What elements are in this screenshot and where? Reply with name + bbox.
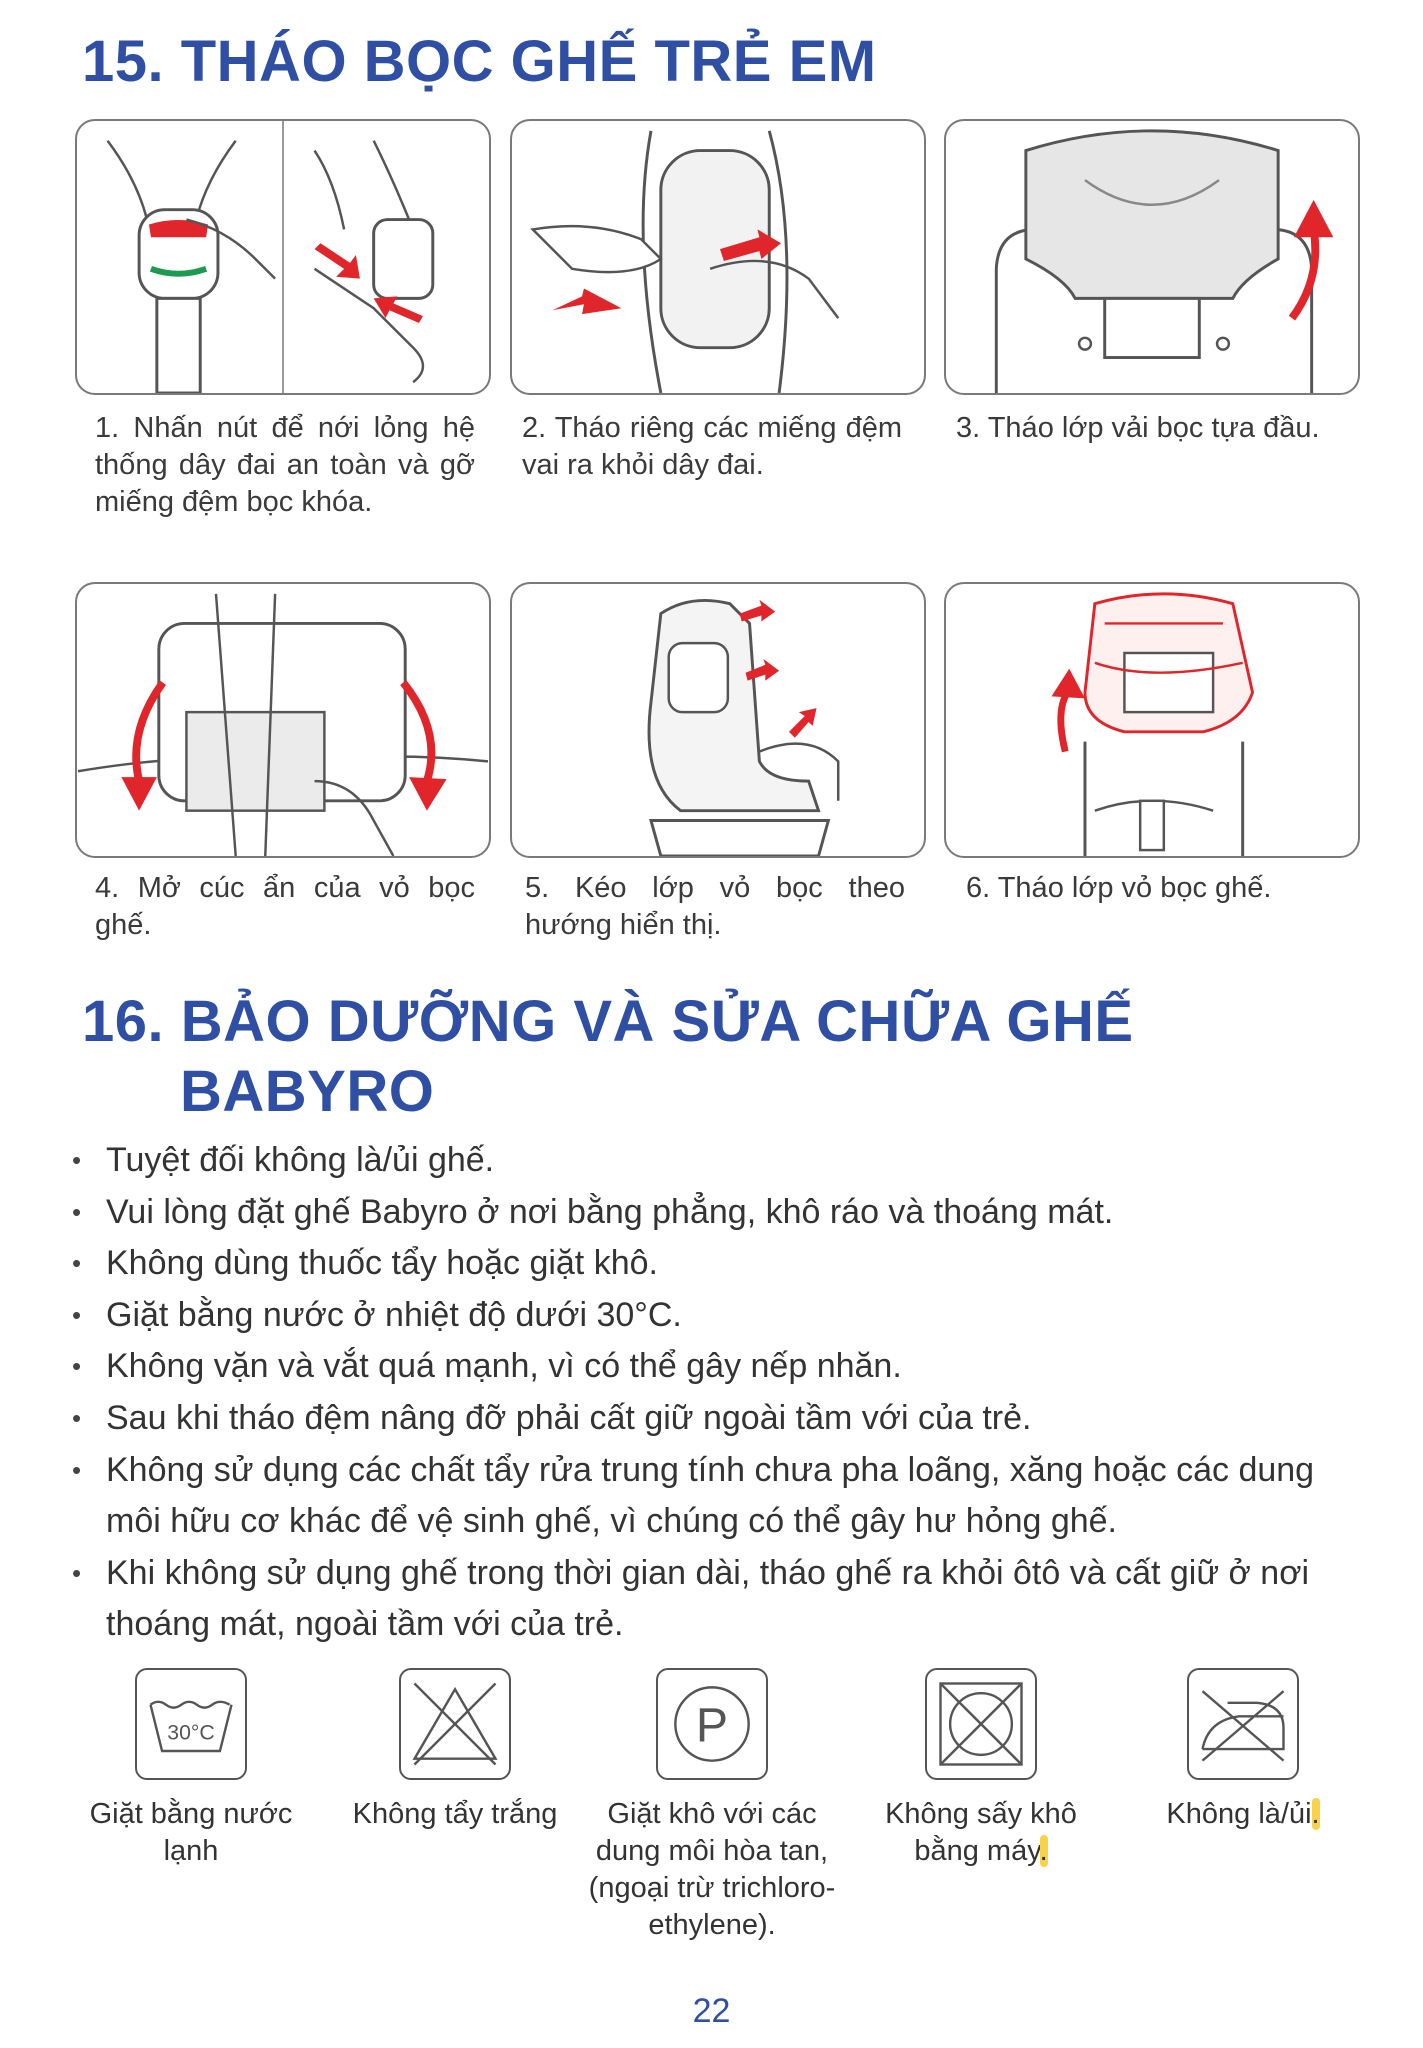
list-item bbox=[72, 1290, 1372, 1342]
section-15-title: 15. THÁO BỌC GHẾ TRẺ EM bbox=[82, 29, 877, 94]
hidden-button-illustration bbox=[77, 584, 489, 856]
no-iron-icon bbox=[1187, 1668, 1299, 1780]
dry-clean-letter: P bbox=[695, 1698, 729, 1753]
no-bleach-icon bbox=[399, 1668, 511, 1780]
bullet-symbol: • bbox=[72, 1248, 82, 1279]
care-symbol-no-tumble-dry bbox=[856, 1668, 1106, 1870]
list-item-text: Khi không sử dụng ghế trong thời gian dài, tháo ghế ra khỏi ôtô và cất giữ ở nơi thoáng mát, ngoài tầm với của trẻ. bbox=[106, 1553, 1310, 1644]
list-item-text: Tuyệt đối không là/ủi ghế. bbox=[106, 1141, 495, 1179]
bullet-symbol: • bbox=[72, 1454, 82, 1485]
headrest-cover-illustration bbox=[946, 121, 1358, 393]
care-label: Giặt bằng nước lạnh bbox=[89, 1798, 293, 1867]
list-item-text: Không vặn và vắt quá mạnh, vì có thể gây nếp nhăn. bbox=[106, 1347, 902, 1386]
list-item-text: Giặt bằng nước ở nhiệt độ dưới 30°C. bbox=[106, 1295, 682, 1334]
shoulder-pad-illustration bbox=[512, 121, 924, 393]
list-item bbox=[72, 1135, 1372, 1187]
step-5-illustration bbox=[510, 582, 926, 858]
care-symbol-dry-clean bbox=[586, 1668, 838, 1944]
highlight-mark: . bbox=[1311, 1798, 1320, 1830]
list-item bbox=[72, 1445, 1372, 1548]
dry-clean-p-icon bbox=[656, 1668, 768, 1780]
harness-buckle-illustration bbox=[77, 121, 489, 393]
step-4-caption: 4. Mở cúc ẩn của vỏ bọc ghế. bbox=[95, 872, 475, 941]
remove-cover-illustration bbox=[946, 584, 1358, 856]
step-2-illustration bbox=[510, 119, 926, 395]
step-6-caption: 6. Tháo lớp vỏ bọc ghế. bbox=[966, 872, 1272, 904]
step-6-illustration bbox=[944, 582, 1360, 858]
care-symbol-no-bleach bbox=[330, 1668, 580, 1833]
highlight-mark: . bbox=[1039, 1835, 1048, 1867]
care-symbol-wash-30 bbox=[66, 1668, 316, 1870]
list-item-text: Vui lòng đặt ghế Babyro ở nơi bằng phẳng, khô ráo và thoáng mát. bbox=[106, 1192, 1114, 1231]
list-item bbox=[72, 1548, 1372, 1651]
care-symbol-no-iron bbox=[1118, 1668, 1368, 1833]
bullet-symbol: • bbox=[72, 1402, 82, 1433]
list-item bbox=[72, 1187, 1372, 1239]
bullet-symbol: • bbox=[72, 1557, 82, 1588]
list-item-text: Không sử dụng các chất tẩy rửa trung tính chưa pha loãng, xăng hoặc các dung môi hữu cơ khác để vệ sinh ghế, vì chúng có thể gây hư hỏng ghế. bbox=[106, 1450, 1315, 1541]
section-16-title-line-2: BABYRO bbox=[180, 1059, 435, 1124]
bullet-symbol: • bbox=[72, 1196, 82, 1227]
list-item-text: Không dùng thuốc tẩy hoặc giặt khô. bbox=[106, 1244, 658, 1283]
step-1-illustration bbox=[75, 119, 491, 395]
step-3-caption: 3. Tháo lớp vải bọc tựa đầu. bbox=[956, 412, 1320, 444]
step-5-caption: 5. Kéo lớp vỏ bọc theo hướng hiển thị. bbox=[525, 872, 905, 941]
pull-cover-illustration bbox=[512, 584, 924, 856]
list-item bbox=[72, 1238, 1372, 1290]
page-number: 22 bbox=[692, 1992, 731, 2030]
step-3-illustration bbox=[944, 119, 1360, 395]
step-1-caption: 1. Nhấn nút để nới lỏng hệ thống dây đai an toàn và gỡ miếng đệm bọc khóa. bbox=[95, 412, 475, 518]
care-label: Giặt khô với các dung môi hòa tan, (ngoại trừ trichloro-ethylene). bbox=[588, 1798, 836, 1941]
bullet-symbol: • bbox=[72, 1351, 82, 1382]
step-2-caption: 2. Tháo riêng các miếng đệm vai ra khỏi dây đai. bbox=[522, 412, 902, 481]
wash-30-icon bbox=[135, 1668, 247, 1780]
bullet-symbol: • bbox=[72, 1299, 82, 1330]
list-item bbox=[72, 1393, 1372, 1445]
care-label: Không tẩy trắng bbox=[352, 1798, 558, 1830]
wash-temperature-text: 30°C bbox=[167, 1721, 215, 1745]
care-label: Không là/ủi. bbox=[1166, 1798, 1320, 1830]
maintenance-bullet-list bbox=[72, 1135, 1372, 1651]
bullet-symbol: • bbox=[72, 1145, 82, 1175]
section-16-title-line-1: 16. BẢO DƯỠNG VÀ SỬA CHỮA GHẾ bbox=[82, 989, 1134, 1054]
care-label: Không sấy khô bằng máy. bbox=[885, 1798, 1077, 1867]
list-item bbox=[72, 1341, 1372, 1393]
list-item-text: Sau khi tháo đệm nâng đỡ phải cất giữ ngoài tầm với của trẻ. bbox=[106, 1398, 1032, 1437]
no-tumble-dry-icon bbox=[925, 1668, 1037, 1780]
step-4-illustration bbox=[75, 582, 491, 858]
